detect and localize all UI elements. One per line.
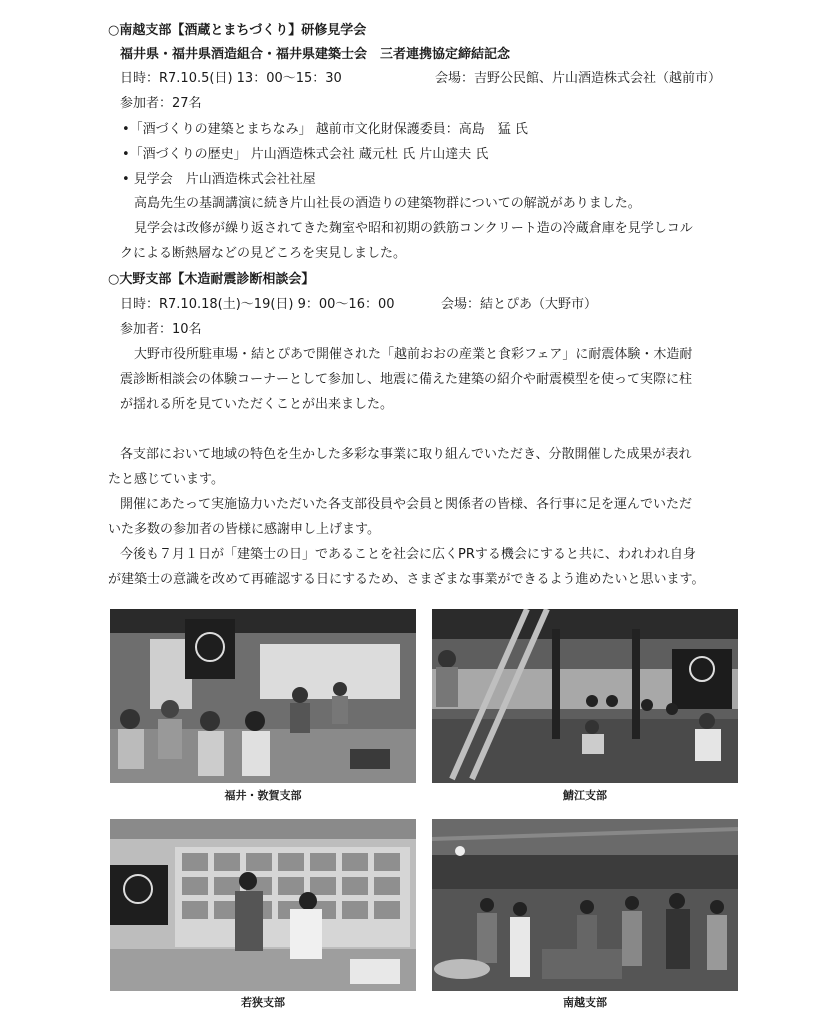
ono-body-3: が揺れる所を見ていただくことが出来ました。 (120, 397, 394, 412)
nanetsu-bullet-1: •「酒づくりの建築とまちなみ」 越前市文化財保護委員：高島 猛 氏 (122, 122, 528, 137)
summary-line-3: 開催にあたって実施協力いただいた各支部役員や会員と関係者の皆様、各行事に足を運んでいただ (120, 497, 693, 512)
summary-line-1: 各支部において地域の特色を生かした多彩な事業に取り組んでいただき、分散開催した成果が表れ (120, 447, 692, 462)
summary-line-2: たと感じています。 (108, 472, 224, 487)
summary-line-6: が建築士の意識を改めて再確認する日にするため、さまざまな事業ができるよう進めたいと思います。 (108, 572, 705, 587)
summary-line-4: いた多数の参加者の皆様に感謝申し上げます。 (108, 522, 380, 537)
ono-venue: 会場：結とぴあ（大野市） (441, 297, 598, 312)
nanetsu-bullet-3: • 見学会 片山酒造株式会社社屋 (122, 172, 316, 187)
ono-participants: 参加者：10名 (120, 322, 202, 337)
nanetsu-participants: 参加者：27名 (120, 96, 202, 111)
nanetsu-datetime: 日時：R7.10.5(日) 13：00〜15：30 (120, 71, 342, 86)
ono-heading: ○大野支部【木造耐震診断相談会】 (108, 272, 315, 287)
caption-wakasa: 若狭支部 (241, 996, 285, 1009)
caption-fukui-tsuruga: 福井・敦賀支部 (224, 789, 302, 802)
nanetsu-heading: ○南越支部【酒蔵とまちづくり】研修見学会 (108, 23, 367, 38)
nanetsu-venue: 会場：吉野公民館、片山酒造株式会社（越前市） (435, 71, 722, 86)
nanetsu-body-1: 高島先生の基調講演に続き片山社長の酒造りの建築物群についての解説がありました。 (134, 196, 641, 211)
nanetsu-subheading: 福井県・福井県酒造組合・福井県建築士会 三者連携協定締結記念 (120, 47, 511, 62)
photo-sabae (432, 609, 738, 783)
photo-nanetsu (432, 819, 738, 991)
ono-body-1: 大野市役所駐車場・結とぴあで開催された「越前おおの産業と食彩フェア」に耐震体験・木造耐 (134, 347, 693, 362)
photo-fukui-tsuruga (110, 609, 416, 783)
nanetsu-bullet-2: •「酒づくりの歴史」 片山酒造株式会社 蔵元杜 氏 片山達夫 氏 (122, 147, 489, 162)
ono-datetime: 日時：R7.10.18(土)〜19(日) 9：00〜16：00 (120, 297, 395, 312)
nanetsu-body-3: クによる断熱層などの見どころを実見しました。 (120, 246, 407, 261)
nanetsu-body-2: 見学会は改修が繰り返されてきた麹室や昭和初期の鉄筋コンクリート造の冷蔵倉庫を見学しコル (134, 221, 693, 236)
caption-sabae: 鯖江支部 (563, 789, 607, 802)
summary-line-5: 今後も７月１日が「建築士の日」であることを社会に広くPRする機会にすると共に、われわれ自身 (120, 547, 696, 562)
ono-body-2: 震診断相談会の体験コーナーとして参加し、地震に備えた建築の紹介や耐震模型を使って実際に柱 (120, 372, 693, 387)
photo-wakasa (110, 819, 416, 991)
caption-nanetsu: 南越支部 (563, 996, 607, 1009)
